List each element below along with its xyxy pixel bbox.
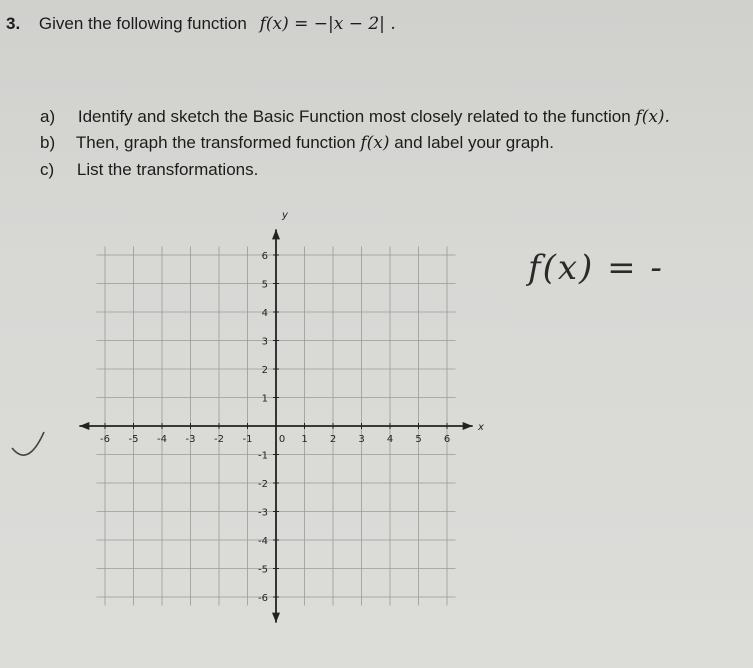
y-axis-arrow-down (272, 613, 280, 623)
part-b-suffix: f(x) (360, 133, 390, 153)
x-tick-label: 4 (386, 434, 394, 445)
y-tick-label: -6 (258, 593, 268, 604)
y-tick-label: 1 (261, 393, 268, 405)
y-tick-label: -3 (258, 507, 268, 519)
x-tick-label: 6 (443, 434, 451, 445)
x-tick-label: -4 (157, 434, 167, 445)
question-number: 3. (6, 14, 21, 33)
function-expression: f(x) = −|x − 2| . (259, 14, 396, 34)
part-b-letter: b) (40, 133, 56, 152)
y-tick-label: -5 (258, 564, 268, 576)
x-axis-arrow-right (463, 422, 473, 430)
x-tick-label: -1 (242, 434, 253, 445)
y-tick-label: -1 (258, 450, 268, 462)
y-tick-label: 4 (261, 308, 268, 319)
x-tick-label: -3 (185, 434, 196, 445)
x-tick-label: 3 (358, 434, 365, 445)
part-b-tail: and label your graph. (394, 133, 554, 152)
y-axis-label: y (282, 210, 288, 221)
y-axis-arrow-up (272, 229, 280, 239)
x-axis-arrow-left (79, 422, 89, 430)
x-tick-label: -6 (100, 434, 110, 445)
y-tick-label: 5 (261, 279, 268, 291)
y-tick-label: -4 (258, 536, 268, 547)
question-prompt: Given the following function (38, 14, 247, 33)
part-a-letter: a) (40, 107, 56, 126)
part-b-text: Then, graph the transformed function (75, 133, 356, 152)
tick-labels (100, 251, 450, 604)
x-tick-label: 2 (329, 434, 337, 445)
part-a-suffix: f(x). (635, 107, 670, 127)
x-tick-label: -2 (214, 434, 224, 445)
y-tick-label: 3 (261, 336, 268, 348)
handwritten-arc-mark (12, 432, 44, 455)
x-tick-label: 1 (301, 434, 308, 445)
axes (79, 229, 472, 622)
handwritten-function: f(x) = - (528, 248, 664, 288)
x-axis-label: x (478, 422, 484, 433)
x-tick-label: 0 (278, 434, 286, 445)
part-a-text: Identify and sketch the Basic Function most closely related to the function (77, 107, 631, 126)
x-tick-label: -5 (128, 434, 139, 445)
y-tick-label: 2 (261, 365, 268, 376)
x-tick-label: 5 (415, 434, 422, 445)
y-tick-label: 6 (261, 251, 268, 262)
y-tick-label: -2 (258, 479, 268, 490)
part-c-letter: c) (40, 160, 55, 179)
part-c-text: List the transformations. (76, 160, 259, 179)
